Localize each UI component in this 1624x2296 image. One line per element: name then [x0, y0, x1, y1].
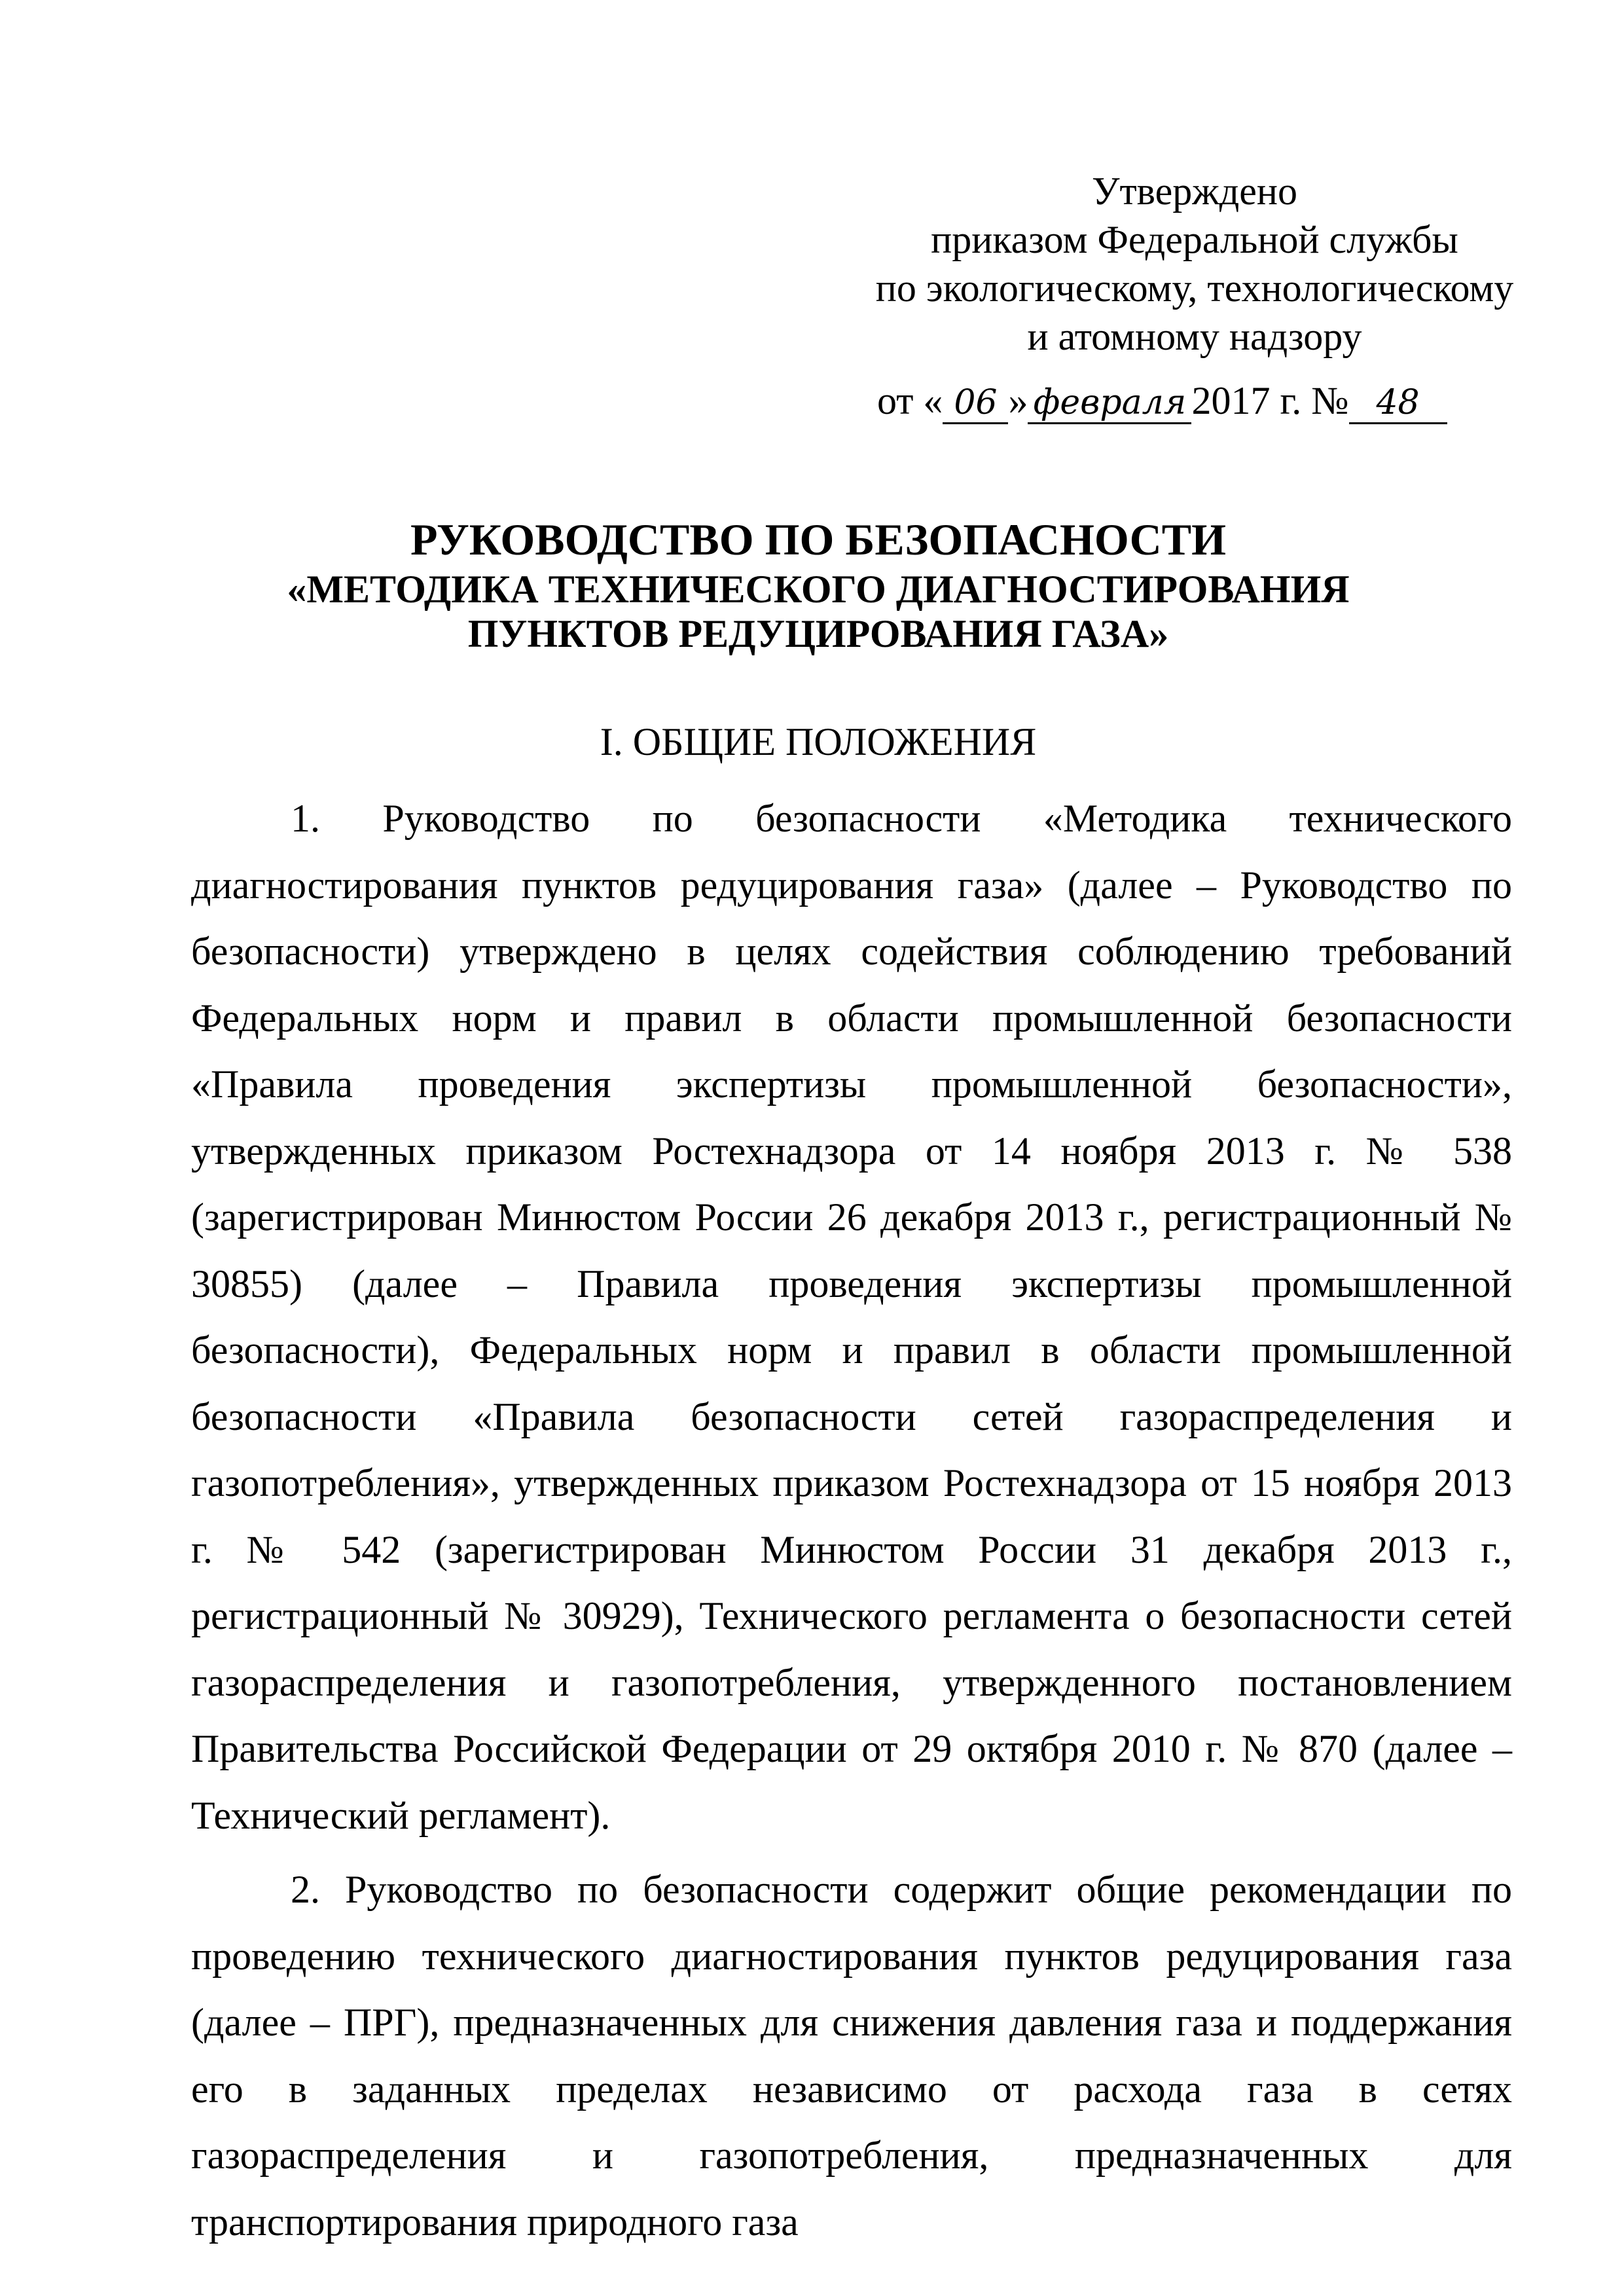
title-line-2: «МЕТОДИКА ТЕХНИЧЕСКОГО ДИАГНОСТИРОВАНИЯ [287, 568, 1350, 611]
order-number-handwritten: 48 [1349, 383, 1447, 424]
order-date-number [877, 376, 1519, 425]
approval-line-4: и атомному надзору [1027, 315, 1362, 358]
order-month-handwritten: февраля [1028, 383, 1191, 424]
approval-block [851, 167, 1538, 361]
order-day-handwritten: 06 [943, 383, 1008, 424]
approval-line-2: приказом Федеральной службы [931, 218, 1458, 261]
order-prefix: от « [877, 379, 943, 422]
paragraph-2: 2. Руководство по безопасности содержит общие рекомендации по проведению технического диагностирования пунктов редуцирования газа (далее – ПРГ), предназначенных для снижения давления газа и поддержания его в заданных пределах независимо от расхода газа в сетях газораспределения и газопотребления, предназначенных для транспортирования природного газа [191, 1868, 1512, 2244]
approval-line-3: по экологическому, технологическому [875, 266, 1514, 310]
order-year: 2017 г. № [1191, 379, 1349, 422]
document-title [131, 512, 1506, 656]
paragraph-1: 1. Руководство по безопасности «Методика технического диагностирования пунктов редуцирования газа» (далее – Руководство по безопасности) утверждено в целях содействия соблюдению требований Федеральных норм и правил в области промышленной безопасности «Правила проведения экспертизы промышленной безопасности», утвержденных приказом Ростехнадзора от 14 ноября 2013 г. № 538 (зарегистрирован Минюстом России 26 декабря 2013 г., регистрационный № 30855) (далее – Правила проведения экспертизы промышленной безопасности), Федеральных норм и правил в области промышленной безопасности «Правила безопасности сетей газораспределения и газопотребления», утвержденных приказом Ростехнадзора от 15 ноября 2013 г. № 542 (зарегистрирован Минюстом России 31 декабря 2013 г., регистрационный № 30929), Технического регламента о безопасности сетей газораспределения и газопотребления, утвержденного постановлением Правительства Российской Федерации от 29 октября 2010 г. № 870 (далее – Технический регламент). [191, 797, 1512, 1837]
body-text [191, 786, 1512, 2255]
title-line-1: РУКОВОДСТВО ПО БЕЗОПАСНОСТИ [410, 515, 1226, 564]
order-quote-close: » [1008, 379, 1028, 422]
approval-line-1: Утверждено [1091, 170, 1298, 213]
title-line-3: ПУНКТОВ РЕДУЦИРОВАНИЯ ГАЗА» [467, 612, 1169, 655]
section-heading: I. ОБЩИЕ ПОЛОЖЕНИЯ [600, 720, 1037, 763]
